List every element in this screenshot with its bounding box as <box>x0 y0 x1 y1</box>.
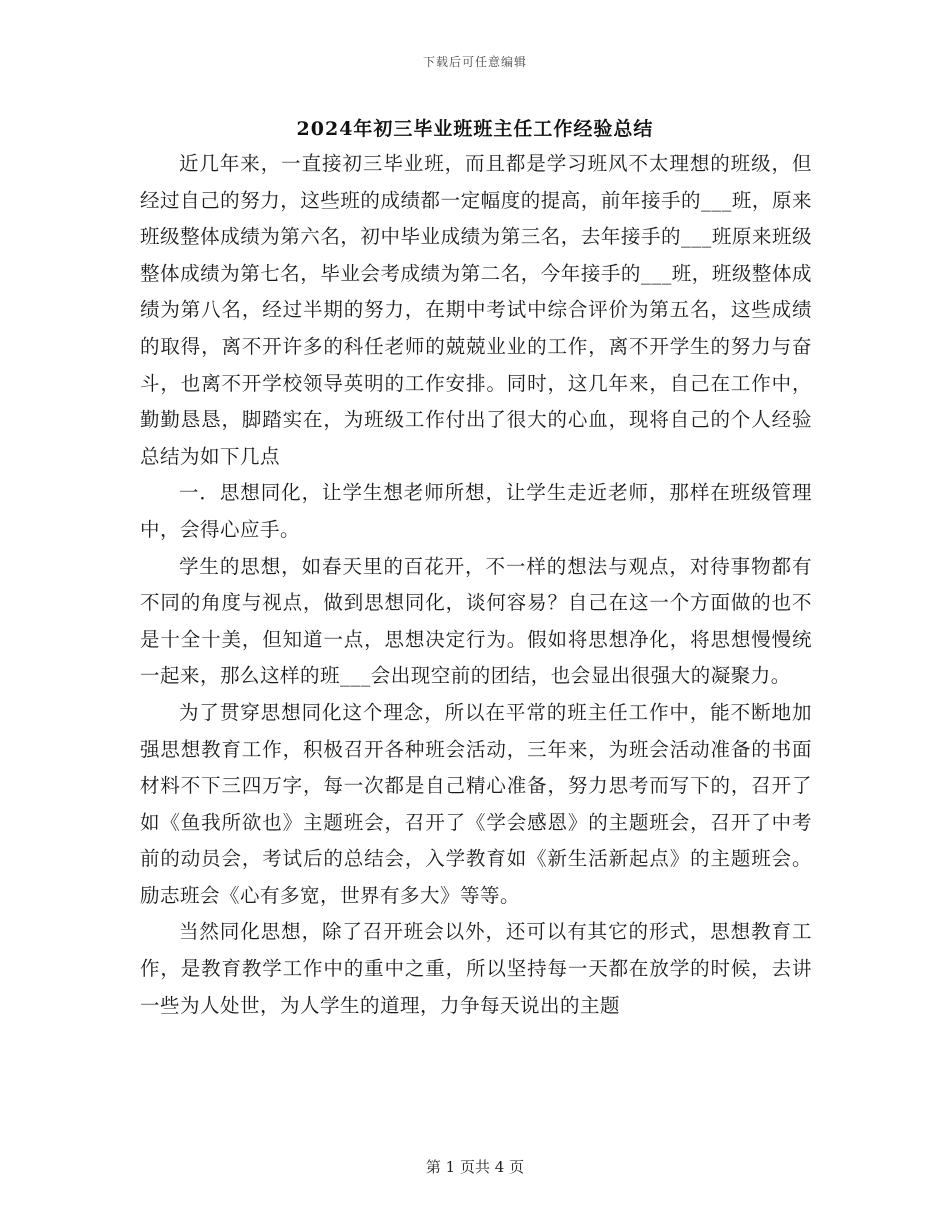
document-title: 2024年初三毕业班班主任工作经验总结 <box>296 118 654 140</box>
paragraph-class-meetings: 为了贯穿思想同化这个理念，所以在平常的班主任工作中，能不断地加强思想教育工作，积极召开各种班会活动，三年来，为班会活动准备的书面材料不下三四万字，每一次都是自己精心准备，努力思考而写下的，召开了如《鱼我所欲也》主题班会，召开了《学会感恩》的主题班会，召开了中考前的动员会，考试后的总结会，入学教育如《新生活新起点》的主题班会。励志班会《心有多宽，世界有多大》等等。 <box>140 700 812 907</box>
paragraph-student-thoughts: 学生的思想，如春天里的百花开，不一样的想法与观点，对待事物都有不同的角度与视点，做到思想同化，谈何容易？自己在这一个方面做的也不是十全十美，但知道一点，思想决定行为。假如将思想净化，将思想慢慢统一起来，那么这样的班___会出现空前的团结，也会显出很强大的凝聚力。 <box>140 554 812 688</box>
paragraph-other-forms: 当然同化思想，除了召开班会以外，还可以有其它的形式，思想教育工作，是教育教学工作中的重中之重，所以坚持每一天都在放学的时候，去讲一些为人处世，为人学生的道理，力争每天说出的主题 <box>140 920 812 1017</box>
document-body <box>140 146 812 1024</box>
page-footer: 第 1 页共 4 页 <box>425 1158 525 1176</box>
paragraph-heading-1: 一．思想同化，让学生想老师所想，让学生走近老师，那样在班级管理中，会得心应手。 <box>140 481 812 541</box>
paragraph-intro: 近几年来，一直接初三毕业班，而且都是学习班风不太理想的班级，但经过自己的努力，这些班的成绩都一定幅度的提高，前年接手的___班，原来班级整体成绩为第六名，初中毕业成绩为第三名，去年接手的___班原来班级整体成绩为第七名，毕业会考成绩为第二名，今年接手的___班，班级整体成绩为第八名，经过半期的努力，在期中考试中综合评价为第五名，这些成绩的取得，离不开许多的科任老师的兢兢业业的工作，离不开学生的努力与奋斗，也离不开学校领导英明的工作安排。同时，这几年来，自己在工作中，勤勤恳恳，脚踏实在，为班级工作付出了很大的心血，现将自己的个人经验总结为如下几点 <box>140 152 812 468</box>
page-header-note: 下载后可任意编辑 <box>422 55 527 69</box>
